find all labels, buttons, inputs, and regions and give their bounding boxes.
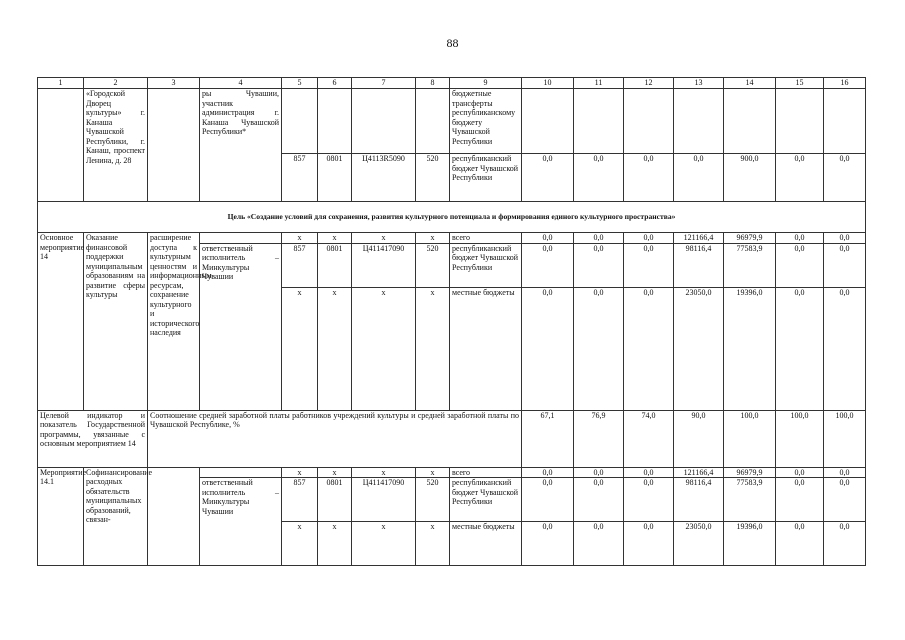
page-number: 88 [446, 36, 459, 50]
value-cell: 0,0 [824, 287, 866, 410]
value-cell: 0,0 [574, 243, 624, 287]
value-cell: 98116,4 [674, 478, 724, 522]
cell-empty [282, 89, 318, 154]
value-cell: 0,0 [522, 154, 574, 202]
indicator-value: 67,1 [522, 410, 574, 467]
funding-source: местные бюджеты [450, 522, 522, 566]
value-cell: 0,0 [824, 243, 866, 287]
value-cell: 0,0 [624, 287, 674, 410]
value-cell: 0,0 [574, 154, 624, 202]
value-cell: 0,0 [824, 154, 866, 202]
value-cell: 121166,4 [674, 233, 724, 244]
goal-row [38, 202, 866, 233]
indicator-value: 76,9 [574, 410, 624, 467]
event-description: Софинансирование расходных обязательств муниципальных образований, связан- [84, 467, 148, 566]
funding-source: всего [450, 233, 522, 244]
value-cell: 96979,9 [724, 467, 776, 478]
indicator-value: 100,0 [776, 410, 824, 467]
cell-empty [200, 233, 282, 244]
value-cell: 0,0 [776, 233, 824, 244]
value-cell: 0,0 [776, 467, 824, 478]
table-row [38, 233, 866, 244]
expense-code: x [416, 233, 450, 244]
indicator-value: 74,0 [624, 410, 674, 467]
value-cell: 0,0 [824, 233, 866, 244]
section-code: x [318, 287, 352, 410]
value-cell: 19396,0 [724, 522, 776, 566]
header-cell: 6 [318, 78, 352, 89]
header-cell: 12 [624, 78, 674, 89]
header-cell: 11 [574, 78, 624, 89]
header-cell: 8 [416, 78, 450, 89]
event-name: Мероприятие 14.1 [38, 467, 84, 566]
indicator-row [38, 410, 866, 467]
funding-source: республиканский бюджет Чувашской Республики [450, 478, 522, 522]
header-cell: 14 [724, 78, 776, 89]
executor: ответственный исполнитель – Минкультуры Чувашии [200, 478, 282, 566]
expense-code: 520 [416, 478, 450, 522]
grbs-code: 857 [282, 154, 318, 202]
indicator-label: Целевой индикатор и показатель Государственной программы, увязанные с основным мероприятием 14 [38, 410, 148, 467]
value-cell: 0,0 [776, 287, 824, 410]
section-code: 0801 [318, 478, 352, 522]
value-cell: 0,0 [574, 478, 624, 522]
object-name: «Городской Дворец культуры» г. Канаша Чувашской Республики, г. Канаш, проспект Ленина, д. 28 [84, 89, 148, 202]
value-cell: 0,0 [522, 467, 574, 478]
cell-empty [352, 89, 416, 154]
value-cell: 0,0 [776, 522, 824, 566]
grbs-code: x [282, 287, 318, 410]
value-cell: 0,0 [776, 243, 824, 287]
indicator-value: 90,0 [674, 410, 724, 467]
value-cell: 0,0 [574, 522, 624, 566]
grbs-code: 857 [282, 243, 318, 287]
indicator-value: 100,0 [824, 410, 866, 467]
grbs-code: 857 [282, 478, 318, 522]
header-cell: 5 [282, 78, 318, 89]
expense-code: x [416, 287, 450, 410]
table-row [38, 89, 866, 154]
grbs-code: x [282, 522, 318, 566]
section-code: 0801 [318, 154, 352, 202]
budget-table [37, 77, 866, 566]
funding-source: всего [450, 467, 522, 478]
target-code: Ц411417090 [352, 243, 416, 287]
value-cell: 0,0 [824, 522, 866, 566]
table-row [38, 467, 866, 478]
value-cell: 0,0 [624, 243, 674, 287]
goal-title: Цель «Создание условий для сохранения, развития культурного потенциала и формирования единого культурного пространства» [38, 202, 866, 233]
value-cell: 0,0 [574, 287, 624, 410]
cell-empty [38, 89, 84, 202]
executor: ответственный исполнитель – Минкультуры Чувашии [200, 243, 282, 410]
header-cell: 1 [38, 78, 84, 89]
header-cell: 7 [352, 78, 416, 89]
value-cell: 0,0 [574, 467, 624, 478]
grbs-code: x [282, 467, 318, 478]
value-cell: 0,0 [624, 467, 674, 478]
header-cell: 4 [200, 78, 282, 89]
section-code: x [318, 467, 352, 478]
funding-source: местные бюджеты [450, 287, 522, 410]
event-name: Основное мероприятие 14 [38, 233, 84, 411]
value-cell: 0,0 [776, 154, 824, 202]
value-cell: 0,0 [574, 233, 624, 244]
value-cell: 0,0 [522, 233, 574, 244]
value-cell: 0,0 [522, 522, 574, 566]
value-cell: 0,0 [522, 243, 574, 287]
section-code: x [318, 233, 352, 244]
header-cell: 3 [148, 78, 200, 89]
value-cell: 0,0 [674, 154, 724, 202]
value-cell: 23050,0 [674, 287, 724, 410]
value-cell: 900,0 [724, 154, 776, 202]
header-cell: 13 [674, 78, 724, 89]
target-code: x [352, 467, 416, 478]
event-goal: расширение доступа к культурным ценностям и информационным ресурсам, сохранение культурного и исторического наследия [148, 233, 200, 411]
indicator-value: 100,0 [724, 410, 776, 467]
value-cell: 96979,9 [724, 233, 776, 244]
cell-empty [200, 467, 282, 478]
value-cell: 23050,0 [674, 522, 724, 566]
executor: ры Чувашии, участник администрация г. Канаша Чувашской Республики* [200, 89, 282, 202]
section-code: 0801 [318, 243, 352, 287]
expense-code: x [416, 522, 450, 566]
indicator-text: Соотношение средней заработной платы работников учреждений культуры и средней заработной платы по Чувашской Республике, % [148, 410, 522, 467]
value-cell: 0,0 [824, 478, 866, 522]
value-cell: 121166,4 [674, 467, 724, 478]
header-cell: 16 [824, 78, 866, 89]
target-code: x [352, 287, 416, 410]
section-code: x [318, 522, 352, 566]
expense-code: 520 [416, 243, 450, 287]
value-cell: 0,0 [824, 467, 866, 478]
expense-code: x [416, 467, 450, 478]
header-row [38, 78, 866, 89]
cell-empty [416, 89, 450, 154]
grbs-code: x [282, 233, 318, 244]
target-code: Ц411417090 [352, 478, 416, 522]
value-cell: 0,0 [624, 478, 674, 522]
header-cell: 15 [776, 78, 824, 89]
cell-empty [148, 467, 200, 566]
cell-empty [318, 89, 352, 154]
funding-source: бюджетные трансферты республиканскому бюджету Чувашской Республики [450, 89, 522, 154]
target-code: x [352, 522, 416, 566]
expense-code: 520 [416, 154, 450, 202]
header-cell: 9 [450, 78, 522, 89]
header-cell: 2 [84, 78, 148, 89]
value-cell: 0,0 [776, 478, 824, 522]
value-cell: 0,0 [624, 154, 674, 202]
value-cell: 0,0 [624, 233, 674, 244]
header-cell: 10 [522, 78, 574, 89]
value-cell: 98116,4 [674, 243, 724, 287]
funding-source: республиканский бюджет Чувашской Республики [450, 243, 522, 287]
value-cell: 0,0 [522, 478, 574, 522]
value-cell: 77583,9 [724, 478, 776, 522]
value-cell: 19396,0 [724, 287, 776, 410]
value-cell: 0,0 [624, 522, 674, 566]
value-cell: 77583,9 [724, 243, 776, 287]
cell-empty [148, 89, 200, 202]
event-description: Оказание финансовой поддержки муниципальным образованиям на развитие сферы культуры [84, 233, 148, 411]
value-cell: 0,0 [522, 287, 574, 410]
funding-source: республиканский бюджет Чувашской Республики [450, 154, 522, 202]
target-code: x [352, 233, 416, 244]
target-code: Ц4113R5090 [352, 154, 416, 202]
